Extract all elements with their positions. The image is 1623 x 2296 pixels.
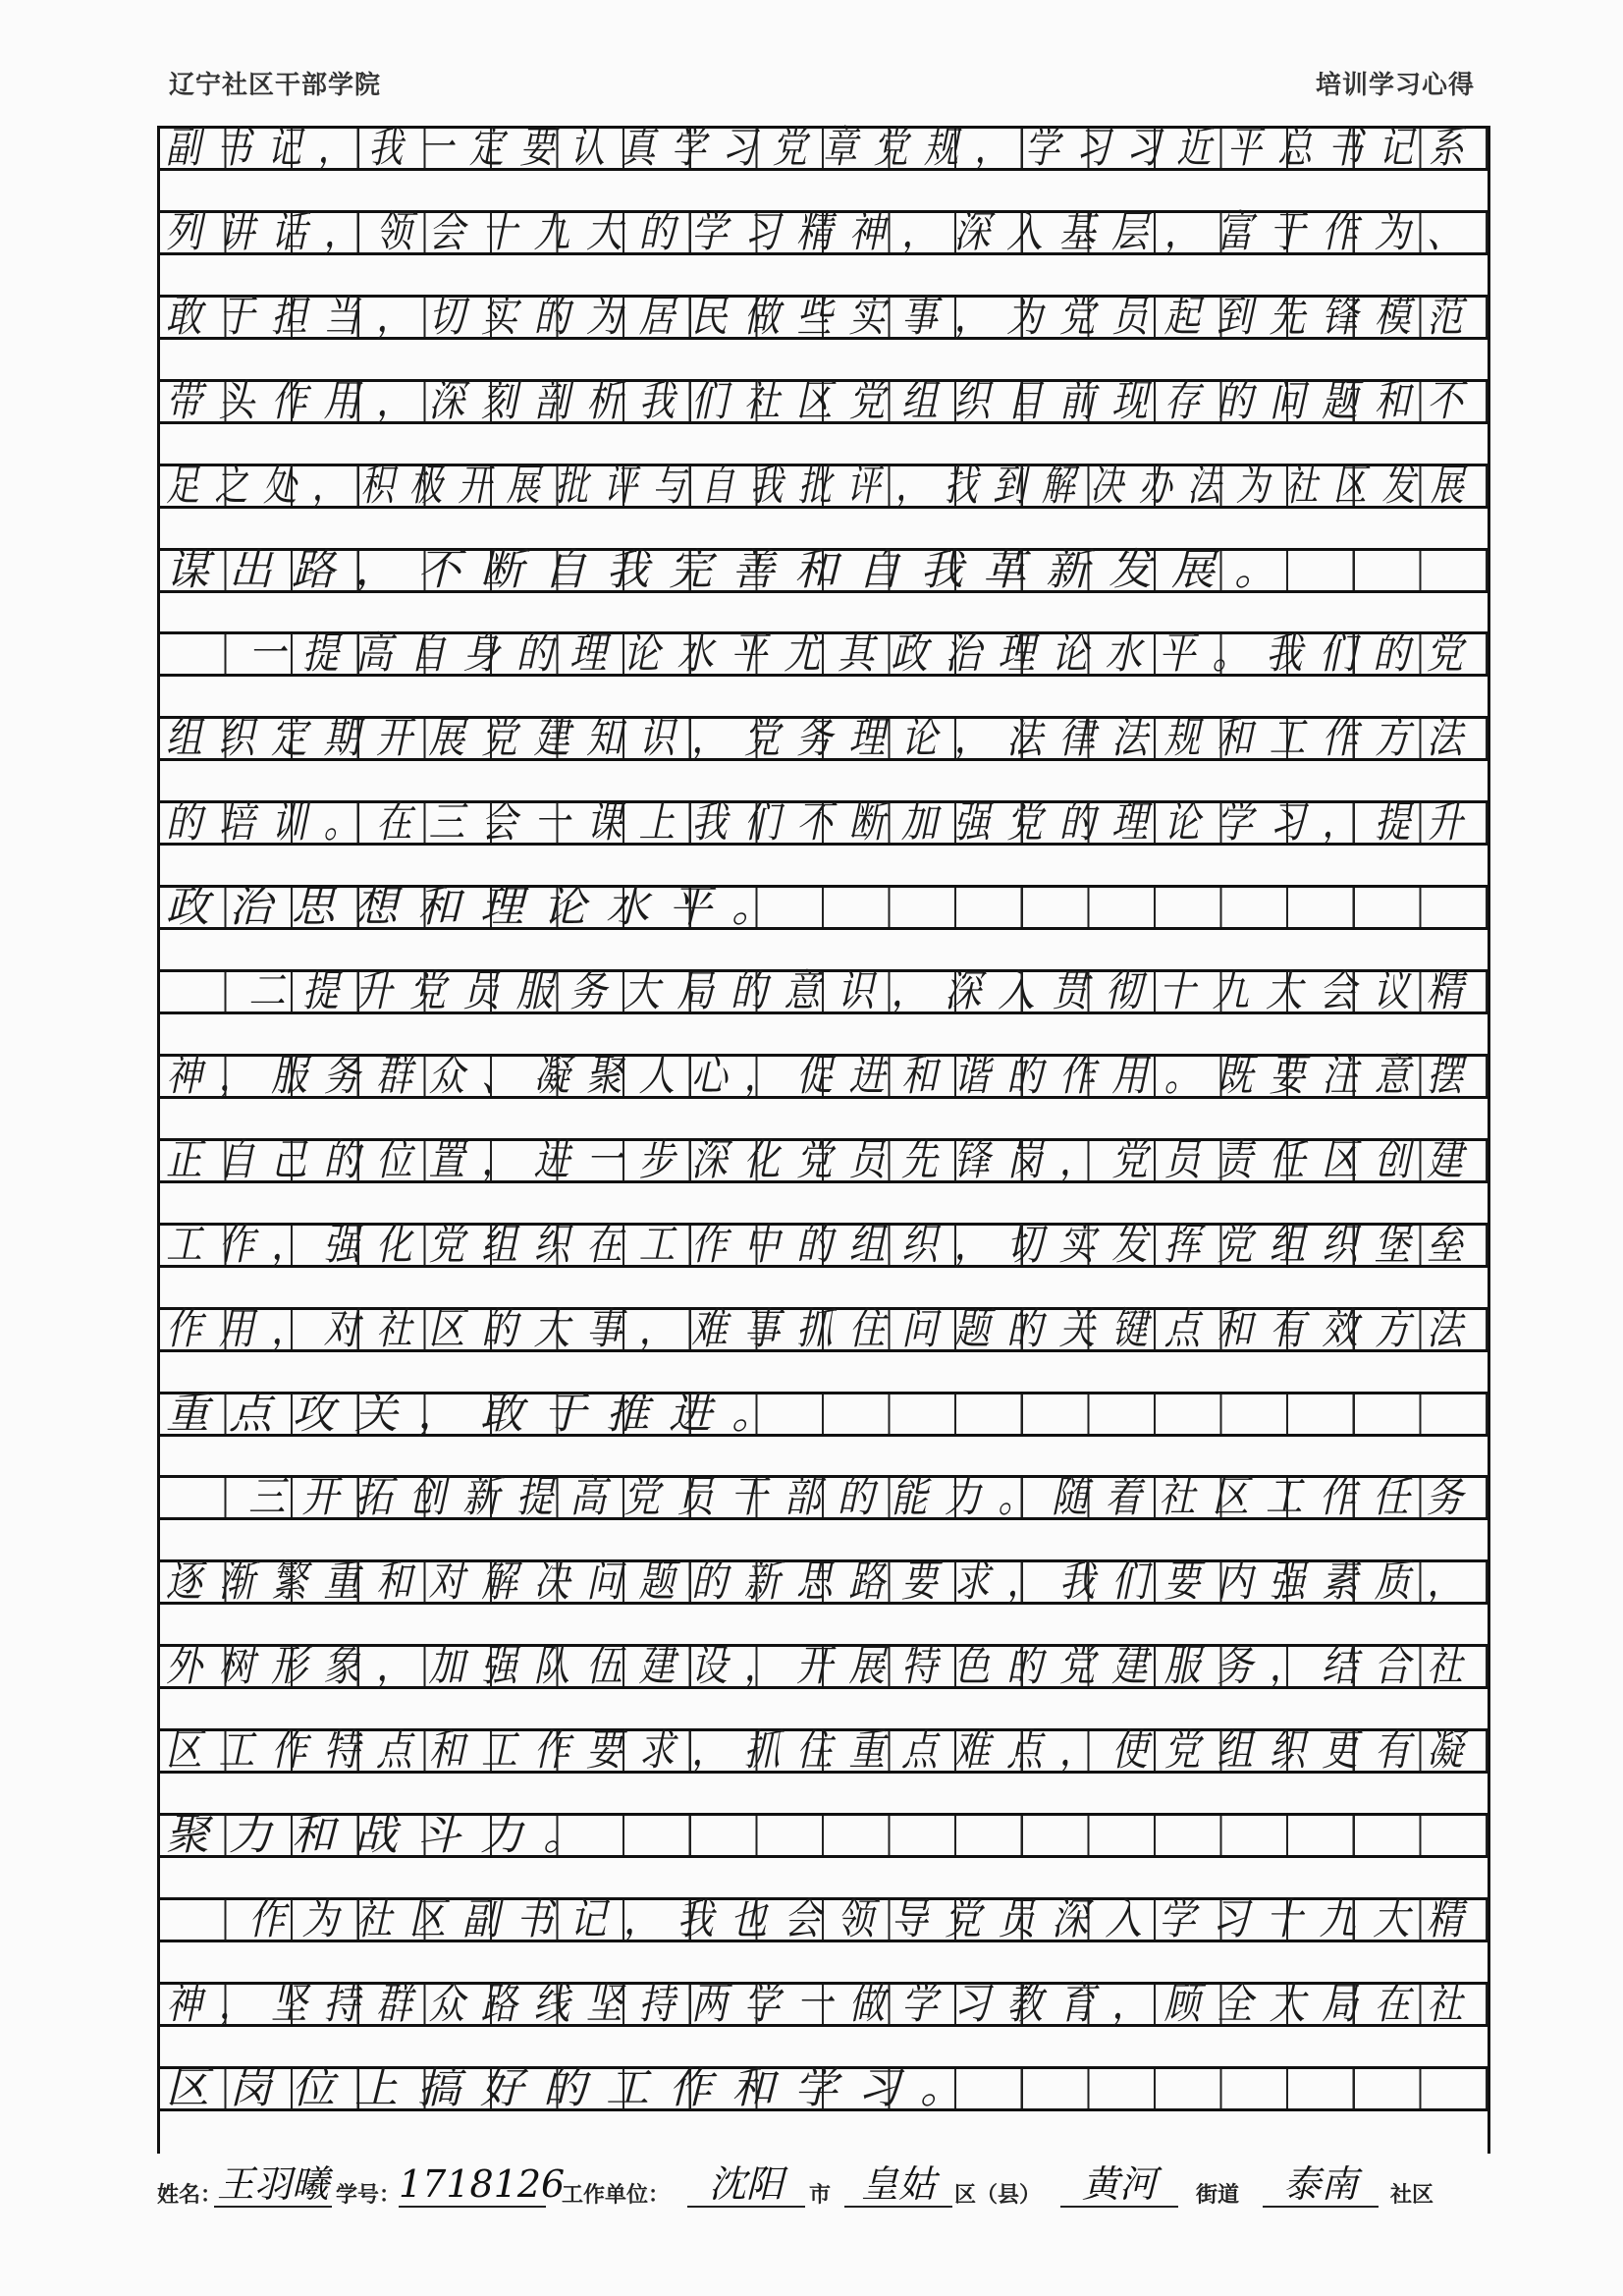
writing-row <box>160 1472 1488 1523</box>
writing-row <box>160 966 1488 1016</box>
handwritten-line: 神，服务群众、凝聚人心，促进和谐的作用。既要注意摆 <box>166 1050 1480 1101</box>
handwritten-line: 谋出路，不断自我完善和自我革新发展。 <box>166 544 1297 595</box>
city-value: 沈阳 <box>687 2162 805 2208</box>
handwritten-line: 的培训。在三会一课上我们不断加强党的理论学习，提升 <box>166 797 1480 848</box>
writing-row <box>160 629 1488 680</box>
handwritten-line: 作用，对社区的大事，难事抓住问题的关键点和有效方法 <box>166 1303 1480 1354</box>
handwritten-line: 一提高自身的理论水平尤其政治理论水平。我们的党 <box>248 629 1481 680</box>
handwritten-line: 列讲话，领会十九大的学习精神，深入基层，富于作为、 <box>166 206 1480 257</box>
writing-row <box>160 1303 1488 1354</box>
writing-row <box>160 123 1488 173</box>
student-id-value: 1718126 <box>399 2162 566 2206</box>
handwritten-line: 正自己的位置，进一步深化党员先锋岗，党员责任区创建 <box>166 1134 1480 1185</box>
writing-row <box>160 2062 1488 2113</box>
handwritten-line: 逐渐繁重和对解决问题的新思路要求，我们要内强素质， <box>166 1557 1480 1608</box>
community-value: 泰南 <box>1263 2162 1379 2208</box>
handwritten-line: 副书记，我一定要认真学习党章党规，学习习近平总书记系 <box>166 123 1480 173</box>
handwritten-line: 三开拓创新提高党员干部的能力。随着社区工作任务 <box>248 1472 1481 1523</box>
writing-row <box>160 713 1488 764</box>
student-id-label: 学号： <box>336 2183 402 2208</box>
writing-row <box>160 1388 1488 1439</box>
document-title: 培训学习心得 <box>1315 71 1475 100</box>
writing-row <box>160 1978 1488 2029</box>
writing-row <box>160 1557 1488 1608</box>
handwritten-line: 神，坚持群众路线坚持两学一做学习教育，顾全大局在社 <box>166 1978 1480 2029</box>
district-value: 皇姑 <box>844 2162 952 2208</box>
handwritten-line: 工作，强化党组织在工作中的组织，切实发挥党组织堡垒 <box>166 1219 1480 1270</box>
city-suffix: 市 <box>809 2183 832 2208</box>
writing-row <box>160 797 1488 848</box>
street-suffix: 街道 <box>1196 2183 1240 2208</box>
writing-row <box>160 1134 1488 1185</box>
writing-row <box>160 1893 1488 1944</box>
author-info-footer <box>157 2159 1485 2217</box>
handwritten-line: 区工作特点和工作要求，抓住重点难点，使党组织更有凝 <box>166 1725 1480 1777</box>
district-suffix: 区（县） <box>954 2183 1042 2208</box>
handwritten-line: 作为社区副书记，我也会领导党员深入学习十九大精 <box>248 1893 1481 1944</box>
handwritten-line: 二提升党员服务大局的意识，深入贯彻十九大会议精 <box>248 966 1481 1016</box>
page-header <box>169 65 1475 104</box>
handwritten-line: 敢于担当，切实的为居民做些实事，为党员起到先锋模范 <box>166 291 1480 342</box>
writing-grid <box>157 123 1490 2154</box>
community-suffix: 社区 <box>1390 2183 1434 2208</box>
name-value: 王羽曦 <box>214 2162 332 2208</box>
writing-row <box>160 1219 1488 1270</box>
writing-row <box>160 460 1488 511</box>
handwritten-line: 重点攻关，敢于推进。 <box>166 1388 794 1439</box>
writing-row <box>160 1725 1488 1777</box>
work-unit-label: 工作单位： <box>562 2183 671 2208</box>
handwritten-line: 足之处，积极开展批评与自我批评，找到解决办法为社区发展 <box>166 460 1480 511</box>
institution-name: 辽宁社区干部学院 <box>169 71 382 100</box>
writing-row <box>160 1050 1488 1101</box>
street-value: 黄河 <box>1060 2162 1178 2208</box>
name-label: 姓名： <box>157 2183 223 2208</box>
handwritten-line: 带头作用，深刻剖析我们社区党组织目前现存的问题和不 <box>166 375 1480 426</box>
handwritten-line: 外树形象，加强队伍建设，开展特色的党建服务，结合社 <box>166 1641 1480 1692</box>
writing-row <box>160 375 1488 426</box>
handwritten-line: 区岗位上搞好的工作和学习。 <box>166 2062 983 2113</box>
writing-row <box>160 206 1488 257</box>
handwritten-line: 组织定期开展党建知识，党务理论，法律法规和工作方法 <box>166 713 1480 764</box>
writing-row <box>160 544 1488 595</box>
handwritten-line: 政治思想和理论水平。 <box>166 882 794 933</box>
writing-row <box>160 882 1488 933</box>
handwritten-line: 聚力和战斗力。 <box>166 1810 606 1860</box>
writing-row <box>160 1641 1488 1692</box>
writing-row <box>160 1810 1488 1860</box>
writing-row <box>160 291 1488 342</box>
